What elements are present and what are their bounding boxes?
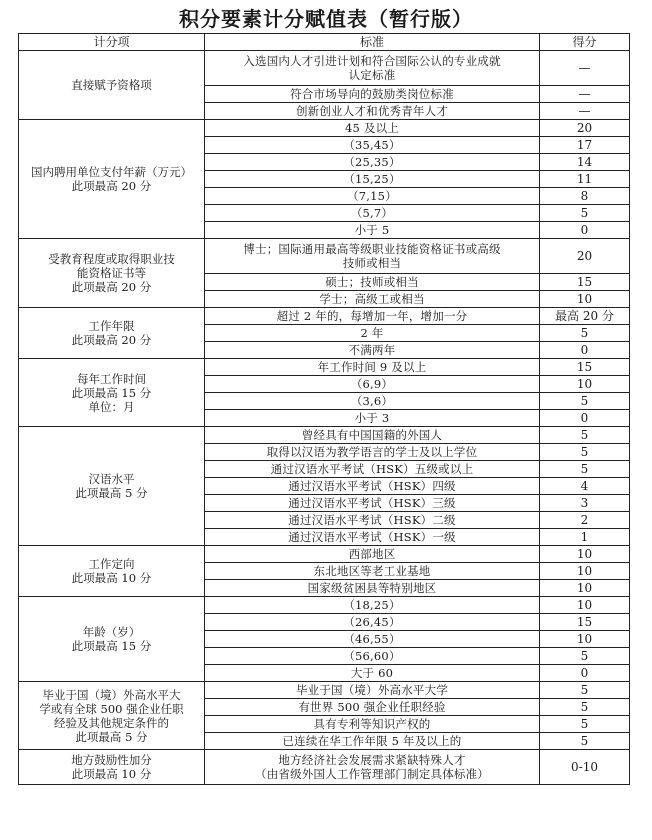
standard-cell [205, 665, 540, 682]
standard-cell [205, 631, 540, 648]
standard-cell [205, 359, 540, 376]
standard-cell [205, 205, 540, 222]
score-cell: 10 [540, 291, 630, 308]
standard-cell [205, 171, 540, 188]
standard-cell [205, 716, 540, 733]
standard-text: （6,9） [350, 377, 394, 391]
standard-text: 2 年 [360, 326, 384, 340]
score-item-label: 直接赋予资格项 [71, 78, 152, 92]
standard-cell [205, 188, 540, 205]
standard-cell [205, 529, 540, 546]
standard-text: 学士；高级工或相当 [319, 292, 425, 306]
standard-cell [205, 614, 540, 631]
score-cell: 17 [540, 137, 630, 154]
score-item-cell [19, 359, 205, 427]
score-cell: 10 [540, 597, 630, 614]
standard-text: （7,15） [347, 189, 397, 203]
table-row [19, 51, 630, 86]
standard-text: 通过汉语水平考试（HSK）五级或以上 [270, 462, 474, 476]
score-item-cell [19, 546, 205, 597]
standard-cell [205, 222, 540, 239]
score-cell: 5 [540, 393, 630, 410]
score-cell: 15 [540, 614, 630, 631]
score-cell: 20 [540, 120, 630, 137]
table-body [19, 51, 630, 785]
scoring-table [18, 33, 630, 785]
score-cell: 5 [540, 427, 630, 444]
standard-text: 创新创业人才和优秀青年人才 [295, 104, 449, 118]
score-cell: 5 [540, 682, 630, 699]
standard-cell [205, 750, 540, 785]
standard-cell [205, 154, 540, 171]
standard-text: （56,60） [343, 649, 401, 663]
standard-cell [205, 699, 540, 716]
standard-text: （35,45） [343, 138, 401, 152]
table-row [19, 239, 630, 274]
standard-text: （25,35） [343, 155, 401, 169]
score-item-label: 地方鼓励性加分 [71, 753, 152, 767]
score-item-label: 年龄（岁） [82, 625, 141, 639]
table-row [19, 120, 630, 137]
table-row [19, 750, 630, 785]
standard-text: 符合市场导向的鼓励类岗位标准 [290, 87, 454, 101]
score-cell: 10 [540, 376, 630, 393]
standard-cell [205, 580, 540, 597]
score-cell: 0 [540, 665, 630, 682]
standard-text: 博士；国际通用最高等级职业技能资格证书或高级 [243, 242, 501, 256]
score-cell: 8 [540, 188, 630, 205]
standard-cell [205, 461, 540, 478]
standard-cell [205, 597, 540, 614]
score-cell: — [540, 86, 630, 103]
standard-text: （由省级外国人工作管理部门制定具体标准） [255, 767, 489, 781]
score-item-cell [19, 750, 205, 785]
score-cell: — [540, 103, 630, 120]
standard-text: 入选国内人才引进计划和符合国际公认的专业成就 [243, 54, 501, 68]
standard-text: （46,55） [343, 632, 401, 646]
score-item-label: 工作定向 [88, 557, 135, 571]
table-row [19, 597, 630, 614]
standard-text: 硕士；技师或相当 [325, 275, 419, 289]
standard-cell [205, 410, 540, 427]
standard-text: 通过汉语水平考试（HSK）三级 [288, 496, 456, 510]
score-cell: 5 [540, 205, 630, 222]
standard-text: 不满两年 [348, 343, 396, 357]
standard-text: （3,6） [350, 394, 394, 408]
score-cell: 11 [540, 171, 630, 188]
score-cell: 5 [540, 648, 630, 665]
table-row [19, 546, 630, 563]
standard-cell [205, 376, 540, 393]
score-item-cell [19, 682, 205, 750]
score-item-label: 此项最高 20 分 [71, 179, 152, 193]
standard-cell [205, 308, 540, 325]
table-row [19, 308, 630, 325]
score-item-cell [19, 427, 205, 546]
score-cell: 5 [540, 716, 630, 733]
standard-text: 毕业于国（境）外高水平大学 [295, 683, 449, 697]
score-cell: 0 [540, 342, 630, 359]
standard-cell [205, 137, 540, 154]
score-cell: 14 [540, 154, 630, 171]
score-cell: 10 [540, 631, 630, 648]
standard-text: （18,25） [343, 598, 401, 612]
standard-text: 已连续在华工作年限 5 年及以上的 [282, 734, 462, 748]
score-item-cell [19, 120, 205, 239]
standard-text: （26,45） [343, 615, 401, 629]
standard-cell [205, 342, 540, 359]
score-item-label: 此项最高 20 分 [71, 280, 152, 294]
table-row [19, 359, 630, 376]
score-cell: 0 [540, 222, 630, 239]
standard-cell [205, 51, 540, 86]
score-item-label: 受教育程度或取得职业技 [48, 252, 175, 266]
score-cell: 5 [540, 461, 630, 478]
standard-text: 东北地区等老工业基地 [313, 564, 431, 578]
score-item-label: 每年工作时间 [77, 371, 146, 386]
standard-cell [205, 427, 540, 444]
standard-cell [205, 239, 540, 274]
score-item-label: 国内聘用单位支付年薪（万元） [31, 165, 192, 179]
standard-cell [205, 648, 540, 665]
score-item-label: 汉语水平 [88, 472, 135, 486]
standard-text: 有世界 500 强企业任职经验 [298, 700, 446, 714]
score-item-cell [19, 308, 205, 359]
score-cell: — [540, 51, 630, 86]
score-cell: 0-10 [540, 750, 630, 785]
table-header-row [19, 34, 630, 51]
standard-text: 具有专利等知识产权的 [313, 717, 431, 731]
standard-text: 通过汉语水平考试（HSK）一级 [288, 530, 456, 544]
score-item-cell [19, 239, 205, 308]
score-cell: 2 [540, 512, 630, 529]
standard-cell [205, 291, 540, 308]
score-cell: 10 [540, 563, 630, 580]
standard-cell [205, 563, 540, 580]
standard-text: 技师或相当 [342, 256, 402, 270]
score-item-label: 此项最高 15 分 [71, 639, 152, 653]
standard-cell [205, 512, 540, 529]
standard-cell [205, 478, 540, 495]
standard-text: 大于 60 [350, 666, 394, 680]
standard-text: 取得以汉语为教学语言的学士及以上学位 [266, 445, 478, 459]
header-score: 得分 [540, 34, 630, 51]
standard-text: 超过 2 年的，每增加一年，增加一分 [276, 309, 468, 323]
standard-text: 小于 5 [354, 223, 390, 237]
score-item-label: 此项最高 20 分 [71, 333, 152, 347]
score-item-label: 此项最高 15 分 [71, 385, 152, 400]
standard-cell [205, 274, 540, 291]
score-cell: 5 [540, 444, 630, 461]
table-row [19, 682, 630, 699]
table-row [19, 427, 630, 444]
score-cell: 0 [540, 410, 630, 427]
score-cell: 5 [540, 325, 630, 342]
score-cell: 4 [540, 478, 630, 495]
score-item-label: 工作年限 [88, 319, 135, 333]
standard-text: 年工作时间 9 及以上 [317, 360, 427, 374]
standard-text: 45 及以上 [345, 121, 399, 135]
standard-text: 地方经济社会发展需求紧缺特殊人才 [278, 753, 466, 767]
score-item-label: 学或有全球 500 强企业任职 [39, 701, 184, 716]
standard-text: 小于 3 [354, 411, 390, 425]
standard-cell [205, 444, 540, 461]
standard-cell [205, 120, 540, 137]
score-item-label: 此项最高 5 分 [75, 486, 148, 500]
score-item-label: 经验及其他规定条件的 [54, 715, 169, 730]
standard-text: （5,7） [350, 206, 394, 220]
score-cell: 5 [540, 733, 630, 750]
score-item-cell [19, 51, 205, 120]
standard-cell [205, 733, 540, 750]
standard-cell [205, 325, 540, 342]
header-item: 计分项 [19, 34, 205, 51]
standard-text: 西部地区 [348, 547, 396, 561]
page-title: 积分要素计分赋值表（暂行版） [179, 7, 473, 31]
score-cell: 20 [540, 239, 630, 274]
standard-text: 认定标准 [348, 68, 396, 82]
score-cell: 15 [540, 274, 630, 291]
score-item-label: 此项最高 10 分 [71, 767, 152, 781]
score-cell: 5 [540, 699, 630, 716]
score-item-cell [19, 597, 205, 682]
score-cell: 最高 20 分 [540, 308, 630, 325]
standard-text: （15,25） [343, 172, 401, 186]
score-item-label: 能资格证书等 [77, 266, 146, 280]
header-standard: 标准 [205, 34, 540, 51]
standard-text: 通过汉语水平考试（HSK）二级 [288, 513, 456, 527]
standard-text: 国家级贫困县等特别地区 [307, 581, 437, 595]
standard-text: 通过汉语水平考试（HSK）四级 [288, 479, 456, 493]
score-cell: 10 [540, 546, 630, 563]
score-cell: 15 [540, 359, 630, 376]
score-item-label: 此项最高 5 分 [75, 729, 148, 744]
score-item-label: 单位：月 [88, 399, 135, 414]
standard-cell [205, 495, 540, 512]
standard-cell [205, 86, 540, 103]
score-cell: 3 [540, 495, 630, 512]
standard-text: 曾经具有中国国籍的外国人 [301, 428, 443, 442]
standard-cell [205, 393, 540, 410]
score-cell: 1 [540, 529, 630, 546]
standard-cell [205, 103, 540, 120]
standard-cell [205, 682, 540, 699]
score-cell: 10 [540, 580, 630, 597]
standard-cell [205, 546, 540, 563]
score-item-label: 毕业于国（境）外高水平大 [42, 687, 181, 702]
score-item-label: 此项最高 10 分 [71, 571, 152, 585]
